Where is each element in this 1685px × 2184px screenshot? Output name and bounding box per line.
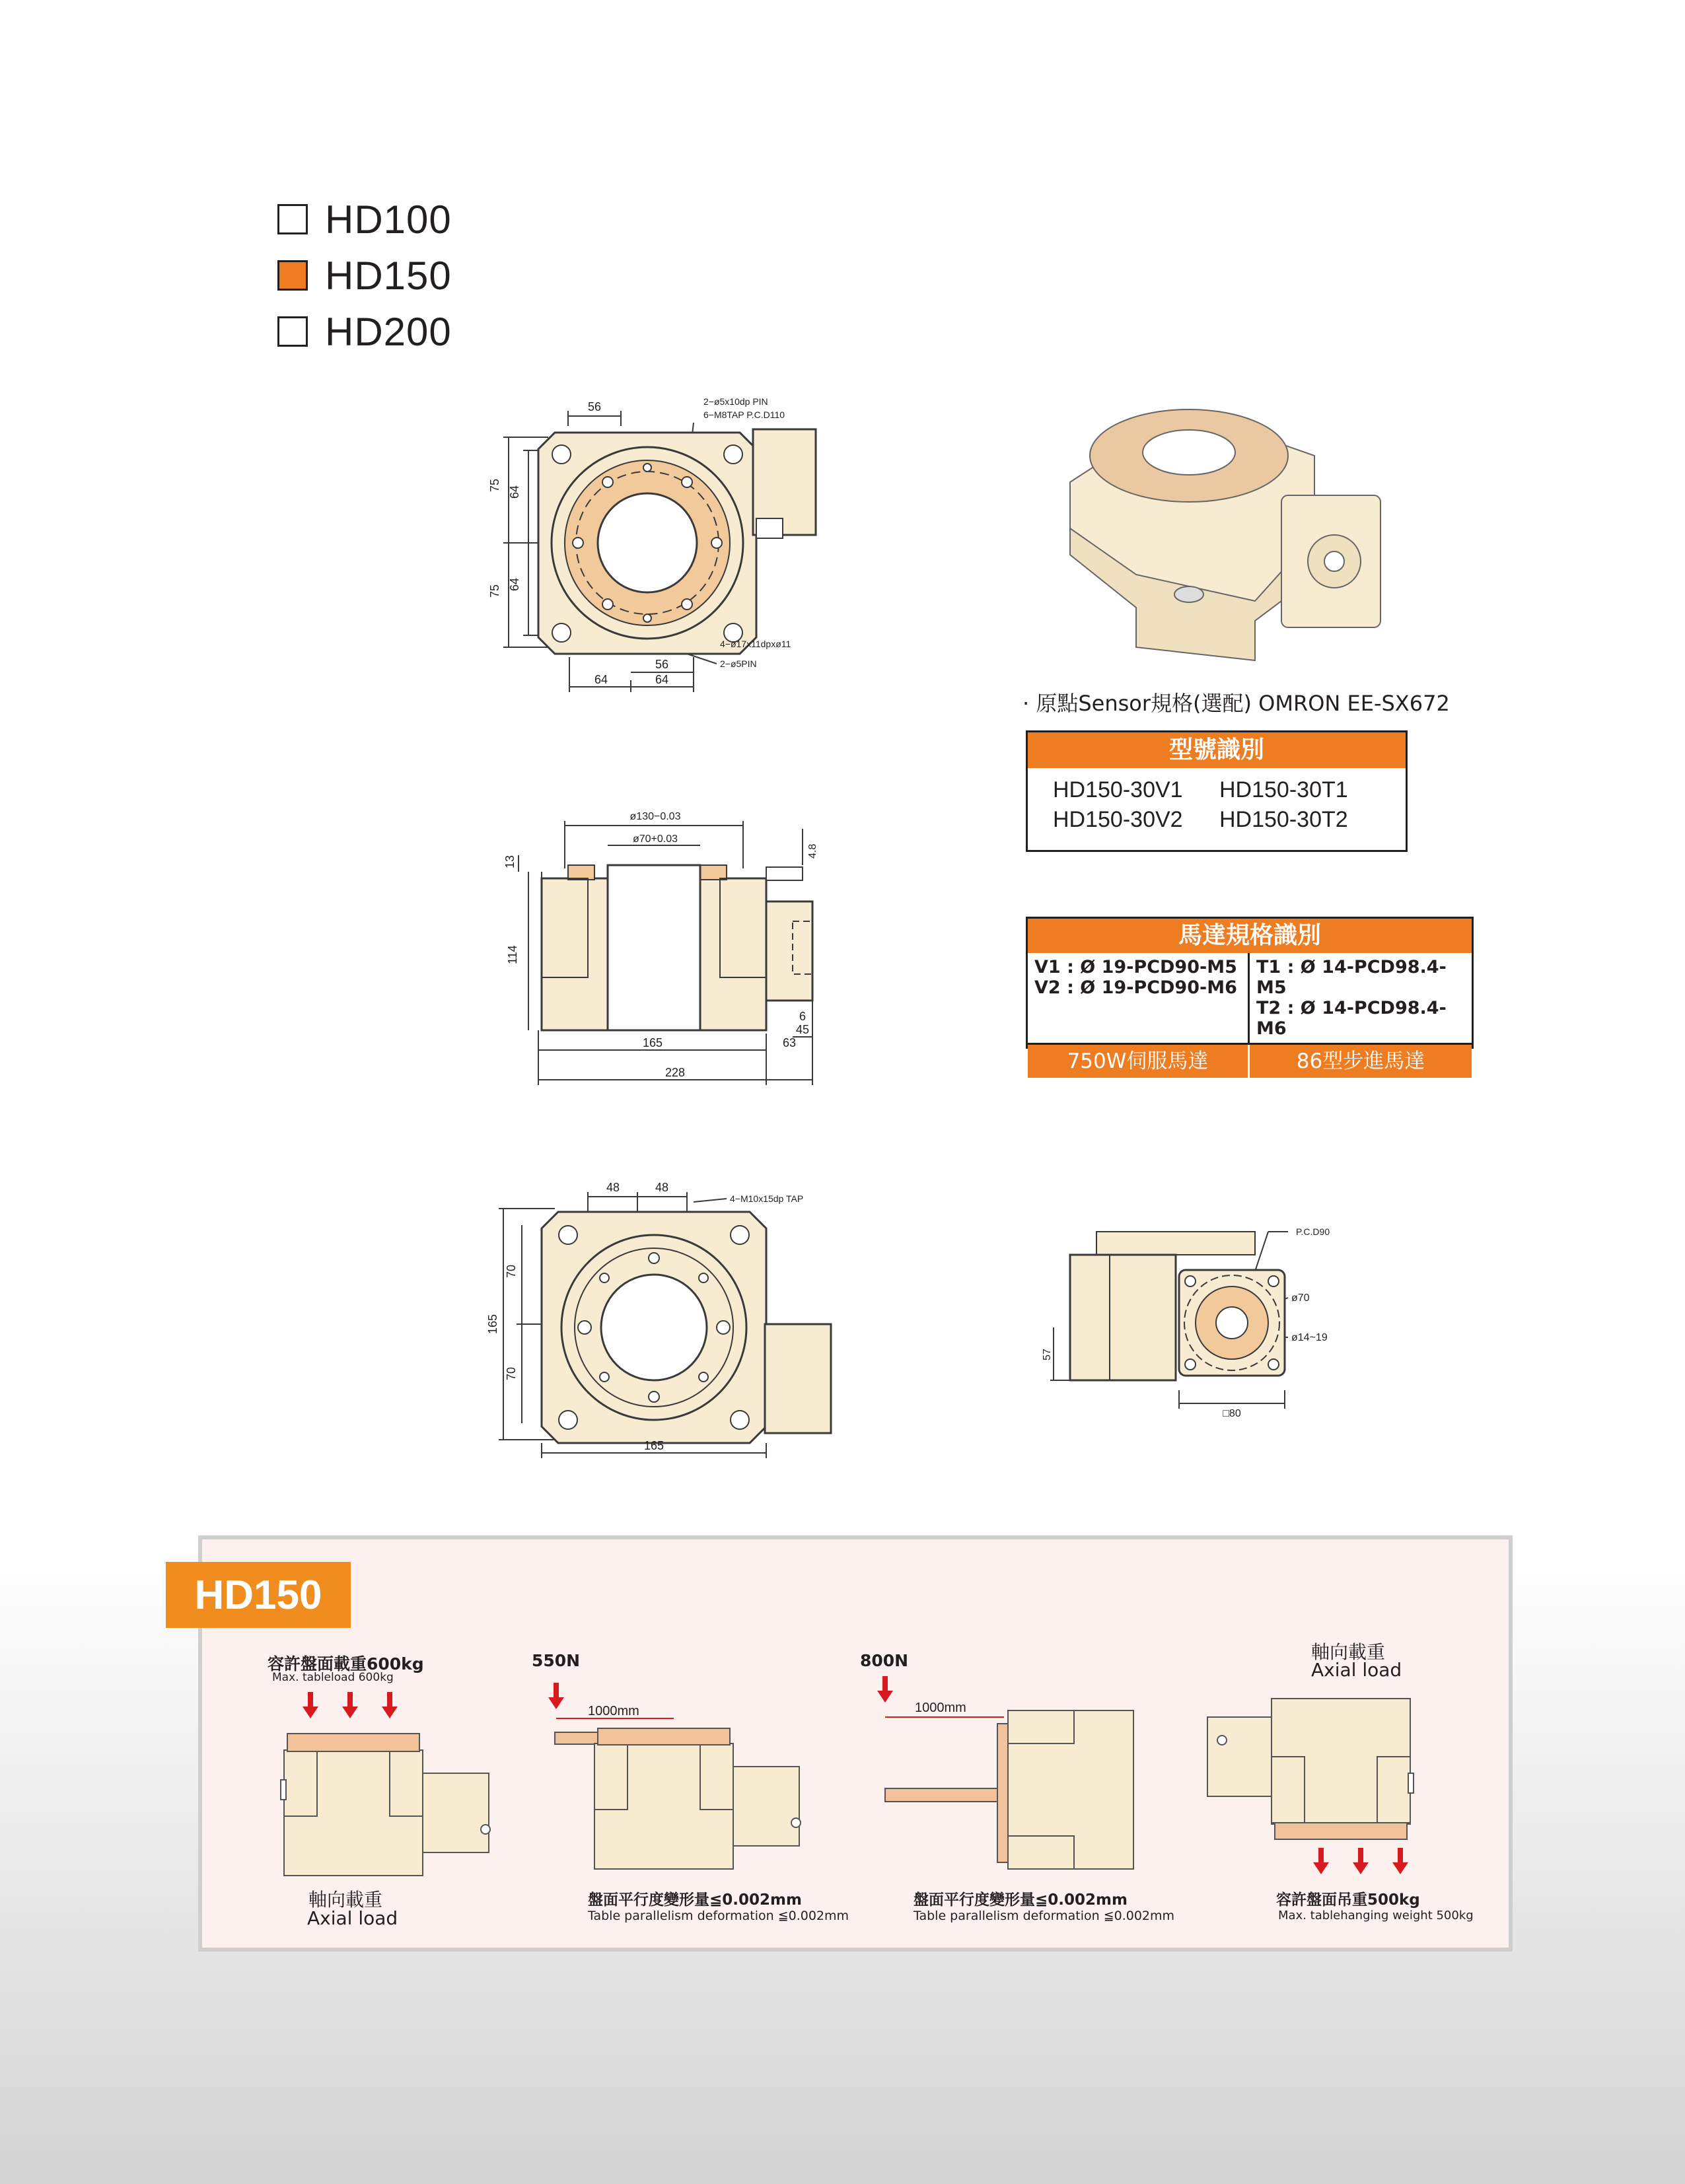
svg-text:ø70: ø70 bbox=[1291, 1292, 1310, 1304]
d1-top-en: Max. tableload 600kg bbox=[272, 1671, 394, 1684]
svg-text:64: 64 bbox=[655, 673, 669, 686]
servo-label: 750W伺服馬達 bbox=[1028, 1045, 1250, 1078]
model-option-hd100[interactable] bbox=[277, 196, 452, 242]
load-panel-badge: HD150 bbox=[166, 1562, 351, 1628]
svg-text:2−ø5x10dp PIN: 2−ø5x10dp PIN bbox=[703, 396, 768, 407]
side-view-drawing bbox=[502, 802, 845, 1093]
diagram-axial-load bbox=[258, 1691, 509, 1882]
svg-text:63: 63 bbox=[782, 1036, 797, 1049]
motor-front-drawing bbox=[1044, 1218, 1374, 1423]
model-item: HD150-30T1 bbox=[1219, 777, 1348, 802]
svg-text:4−M10x15dp TAP: 4−M10x15dp TAP bbox=[730, 1193, 804, 1204]
model-id-table bbox=[1026, 730, 1408, 852]
diagram-radial-load bbox=[542, 1677, 832, 1882]
svg-text:2−ø5PIN: 2−ø5PIN bbox=[720, 658, 757, 669]
model-option-hd200[interactable] bbox=[277, 308, 452, 355]
motor-t2: T2 : Ø 14-PCD98.4-M6 bbox=[1256, 998, 1447, 1039]
svg-text:48: 48 bbox=[655, 1181, 669, 1194]
checkbox-hd200[interactable] bbox=[277, 316, 308, 347]
checkbox-hd100[interactable] bbox=[277, 204, 308, 234]
svg-text:ø130−0.03: ø130−0.03 bbox=[629, 811, 681, 822]
model-item: HD150-30V1 bbox=[1053, 777, 1183, 802]
svg-text:48: 48 bbox=[606, 1181, 620, 1194]
svg-text:ø14~19: ø14~19 bbox=[1291, 1332, 1328, 1343]
svg-text:64: 64 bbox=[508, 577, 521, 591]
svg-text:6: 6 bbox=[799, 1010, 807, 1023]
svg-text:P.C.D90: P.C.D90 bbox=[1296, 1226, 1330, 1237]
svg-text:4−ø17x11dpxø11: 4−ø17x11dpxø11 bbox=[720, 639, 791, 649]
model-label: HD200 bbox=[325, 309, 452, 354]
svg-text:228: 228 bbox=[664, 1066, 686, 1079]
diagram-hanging-load bbox=[1202, 1691, 1453, 1889]
svg-text:114: 114 bbox=[506, 945, 519, 964]
svg-text:165: 165 bbox=[486, 1314, 499, 1334]
d2-force: 550N bbox=[532, 1651, 581, 1670]
sensor-note: · 原點Sensor規格(選配) OMRON EE-SX672 bbox=[1022, 691, 1450, 716]
checkbox-hd150[interactable] bbox=[277, 260, 308, 291]
svg-text:13: 13 bbox=[503, 855, 517, 868]
svg-text:70: 70 bbox=[505, 1366, 518, 1380]
d2-bot-cn: 盤面平行度變形量≦0.002mm bbox=[588, 1891, 802, 1909]
svg-text:165: 165 bbox=[643, 1439, 664, 1452]
d1-bot-en: Axial load bbox=[307, 1907, 398, 1929]
svg-text:56: 56 bbox=[655, 658, 669, 671]
svg-text:165: 165 bbox=[642, 1036, 663, 1049]
model-label: HD100 bbox=[325, 197, 452, 242]
top-view-drawing bbox=[489, 396, 885, 700]
svg-text:57: 57 bbox=[1042, 1349, 1053, 1360]
svg-text:75: 75 bbox=[488, 584, 501, 598]
svg-text:1000mm: 1000mm bbox=[915, 1701, 966, 1715]
motor-spec-table bbox=[1026, 917, 1474, 1073]
svg-text:4.8: 4.8 bbox=[807, 843, 818, 859]
svg-text:ø70+0.03: ø70+0.03 bbox=[632, 833, 678, 845]
motor-v2: V2 : Ø 19-PCD90-M6 bbox=[1034, 977, 1237, 998]
bottom-view-drawing bbox=[486, 1181, 859, 1466]
model-table-header: 型號識別 bbox=[1028, 732, 1406, 768]
model-label: HD150 bbox=[325, 253, 452, 298]
motor-table-header: 馬達規格識別 bbox=[1028, 919, 1472, 953]
svg-text:75: 75 bbox=[488, 478, 501, 492]
d1-top-cn: 容許盤面載重600kg bbox=[268, 1654, 424, 1673]
d2-bot-en: Table parallelism deformation ≦0.002mm bbox=[588, 1909, 849, 1923]
svg-text:64: 64 bbox=[508, 485, 521, 499]
model-item: HD150-30T2 bbox=[1219, 807, 1348, 832]
d1-bot-cn: 軸向載重 bbox=[308, 1889, 383, 1911]
product-render bbox=[1057, 383, 1400, 660]
model-item: HD150-30V2 bbox=[1053, 807, 1183, 832]
stepper-label: 86型步進馬達 bbox=[1296, 1049, 1425, 1073]
motor-t1: T1 : Ø 14-PCD98.4-M5 bbox=[1256, 957, 1447, 998]
d3-force: 800N bbox=[860, 1651, 909, 1670]
svg-text:45: 45 bbox=[795, 1023, 810, 1036]
model-option-hd150[interactable] bbox=[277, 252, 452, 299]
svg-text:70: 70 bbox=[505, 1264, 518, 1278]
svg-text:6−M8TAP P.C.D110: 6−M8TAP P.C.D110 bbox=[703, 409, 785, 420]
d3-bot-cn: 盤面平行度變形量≦0.002mm bbox=[914, 1891, 1128, 1909]
d3-bot-en: Table parallelism deformation ≦0.002mm bbox=[914, 1909, 1175, 1923]
d4-bot-cn: 容許盤面吊重500kg bbox=[1276, 1891, 1420, 1909]
d4-top-cn: 軸向載重 bbox=[1311, 1641, 1386, 1663]
motor-v1: V1 : Ø 19-PCD90-M5 bbox=[1034, 957, 1237, 977]
svg-text:64: 64 bbox=[594, 673, 608, 686]
svg-text:1000mm: 1000mm bbox=[588, 1704, 639, 1718]
d4-bot-en: Max. tablehanging weight 500kg bbox=[1278, 1909, 1474, 1922]
svg-text:□80: □80 bbox=[1223, 1408, 1241, 1419]
diagram-moment-load bbox=[872, 1671, 1202, 1882]
d4-top-en: Axial load bbox=[1311, 1659, 1402, 1681]
svg-text:56: 56 bbox=[587, 400, 602, 413]
